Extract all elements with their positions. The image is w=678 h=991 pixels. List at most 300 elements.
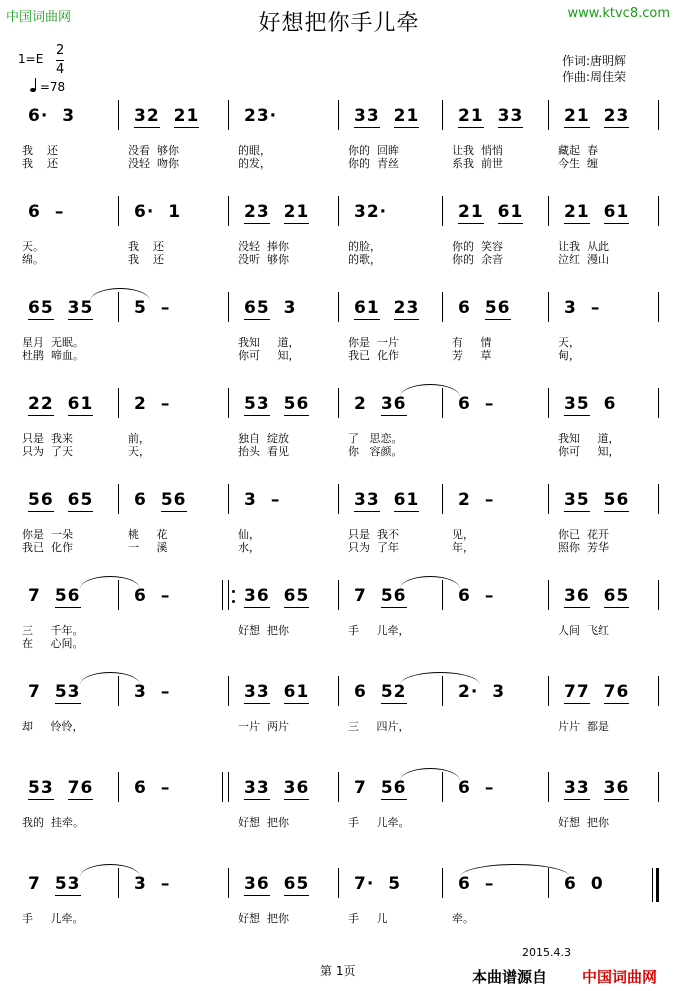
measure-notes bbox=[564, 490, 629, 510]
note-group: 6 bbox=[134, 490, 147, 510]
score-row bbox=[0, 292, 678, 388]
note-group: 6 bbox=[458, 874, 471, 894]
lyric-verse-1: 却 怜怜， bbox=[22, 720, 84, 733]
site-url-right[interactable]: www.ktvc8.com bbox=[567, 6, 670, 21]
lyric-verse-1: 我 还 bbox=[22, 144, 58, 157]
lyric-verse-1: 你的 回眸 bbox=[348, 144, 399, 157]
barline bbox=[228, 868, 229, 898]
lyric-verse-1: 的脸， bbox=[348, 240, 381, 253]
lyric-verse-1: 让我 从此 bbox=[558, 240, 609, 253]
measure-notes bbox=[134, 874, 170, 894]
measure-notes bbox=[354, 586, 407, 606]
note-group: 21 bbox=[283, 202, 310, 222]
note-group: 53 bbox=[28, 778, 54, 798]
measure-notes bbox=[564, 202, 629, 222]
lyric-verse-1: 天。 bbox=[22, 240, 44, 253]
lyric-verse-1: 手 儿 bbox=[348, 912, 388, 925]
note-group: 3 bbox=[244, 490, 257, 510]
lyric-verse-1: 没轻 捧你 bbox=[238, 240, 289, 253]
barline bbox=[548, 388, 549, 418]
measure-notes bbox=[28, 682, 81, 702]
lyric-verse-1: 好想 把你 bbox=[238, 624, 289, 637]
note-group: 2· bbox=[458, 682, 479, 702]
note-group: 23 bbox=[244, 202, 270, 222]
note-group: 6 bbox=[564, 874, 577, 894]
measure-notes bbox=[244, 490, 280, 510]
lyric-verse-1: 我 还 bbox=[128, 240, 164, 253]
lyric-verse-1: 你的 笑容 bbox=[452, 240, 503, 253]
barline bbox=[338, 868, 339, 898]
source-site[interactable]: 中国词曲网 bbox=[582, 968, 658, 986]
lyric-verse-1: 好想 把你 bbox=[558, 816, 609, 829]
note-group: 33 bbox=[354, 106, 380, 126]
note-group: 21 bbox=[458, 106, 484, 126]
lyric-verse-2: 的发， bbox=[238, 157, 271, 170]
measure-notes bbox=[354, 298, 419, 318]
note-group: 6 bbox=[134, 586, 147, 606]
lyric-verse-1: 三 千年。 bbox=[22, 624, 84, 637]
lyric-verse-2: 你可 知， bbox=[238, 349, 300, 362]
lyric-verse-1: 仙， bbox=[238, 528, 260, 541]
note-group: 56 bbox=[603, 490, 630, 510]
measure-notes bbox=[354, 874, 401, 894]
note-group: 3 bbox=[564, 298, 577, 318]
note-group: 7 bbox=[28, 682, 41, 702]
lyric-verse-1: 只是 我来 bbox=[22, 432, 73, 445]
note-group: 53 bbox=[54, 682, 81, 702]
note-group: 22 bbox=[28, 394, 54, 414]
note-group: 56 bbox=[484, 298, 511, 318]
note-group: 21 bbox=[393, 106, 420, 126]
lyric-verse-1: 我知 道， bbox=[238, 336, 300, 349]
barline bbox=[228, 580, 229, 610]
note-group: 36 bbox=[244, 874, 270, 894]
measure-notes bbox=[458, 682, 505, 702]
note-group: 3 bbox=[134, 682, 147, 702]
barline bbox=[338, 196, 339, 226]
note-group: – bbox=[484, 778, 495, 798]
barline bbox=[658, 772, 659, 802]
note-group: 52 bbox=[380, 682, 407, 702]
lyric-verse-2: 年， bbox=[452, 541, 474, 554]
measure-notes bbox=[458, 778, 494, 798]
lyric-verse-2: 今生 缠 bbox=[558, 157, 598, 170]
barline bbox=[442, 100, 443, 130]
final-barline-thin bbox=[652, 868, 653, 902]
measure-notes bbox=[564, 586, 629, 606]
note-group: – bbox=[590, 298, 601, 318]
barline bbox=[228, 772, 229, 802]
measure-notes bbox=[458, 874, 494, 894]
lyric-verse-2: 水， bbox=[238, 541, 260, 554]
page-number: 第 1页 bbox=[320, 964, 356, 978]
measure-notes bbox=[354, 778, 407, 798]
note-group: 61 bbox=[393, 490, 420, 510]
score-row bbox=[0, 484, 678, 580]
lyric-verse-2: 我 还 bbox=[22, 157, 58, 170]
measure-notes bbox=[134, 778, 170, 798]
barline bbox=[338, 772, 339, 802]
note-group: 33 bbox=[497, 106, 524, 126]
measure-notes bbox=[354, 394, 407, 414]
quarter-note-icon bbox=[30, 88, 36, 92]
lyric-verse-2: 只为 了天 bbox=[22, 445, 73, 458]
lyric-verse-2: 没轻 吻你 bbox=[128, 157, 179, 170]
lyric-verse-1: 你是 一片 bbox=[348, 336, 399, 349]
score-row bbox=[0, 100, 678, 196]
lyric-verse-1: 牵。 bbox=[452, 912, 474, 925]
measure-notes bbox=[134, 682, 170, 702]
measure-notes bbox=[134, 394, 170, 414]
lyric-verse-1: 独自 绽放 bbox=[238, 432, 289, 445]
note-group: 77 bbox=[564, 682, 590, 702]
note-group: 3 bbox=[283, 298, 297, 318]
lyric-verse-1: 有 情 bbox=[452, 336, 492, 349]
score-row bbox=[0, 388, 678, 484]
lyric-verse-1: 你已 花开 bbox=[558, 528, 609, 541]
note-group: – bbox=[160, 682, 171, 702]
barline bbox=[228, 676, 229, 706]
barline bbox=[338, 676, 339, 706]
barline bbox=[548, 676, 549, 706]
lyric-verse-1: 片片 都是 bbox=[558, 720, 609, 733]
barline bbox=[658, 292, 659, 322]
note-group: 65 bbox=[244, 298, 270, 318]
lyric-verse-2: 没听 够你 bbox=[238, 253, 289, 266]
barline bbox=[442, 868, 443, 898]
lyric-verse-1: 三 四片， bbox=[348, 720, 410, 733]
barline bbox=[548, 772, 549, 802]
measure-notes bbox=[458, 490, 494, 510]
note-group: 35 bbox=[67, 298, 94, 318]
barline bbox=[228, 292, 229, 322]
time-divider bbox=[56, 60, 64, 61]
barline bbox=[338, 292, 339, 322]
note-group: 65 bbox=[283, 874, 310, 894]
lyric-verse-2: 我已 化作 bbox=[348, 349, 399, 362]
barline bbox=[228, 388, 229, 418]
measure-notes bbox=[28, 490, 93, 510]
note-group: 23 bbox=[603, 106, 630, 126]
lyric-verse-2: 芳 草 bbox=[452, 349, 492, 362]
lyric-verse-1: 星月 无眠。 bbox=[22, 336, 84, 349]
lyric-verse-1: 没看 够你 bbox=[128, 144, 179, 157]
measure-notes bbox=[458, 298, 511, 318]
score-row bbox=[0, 868, 678, 964]
lyric-verse-2: 照你 芳华 bbox=[558, 541, 609, 554]
note-group: 36 bbox=[380, 394, 407, 414]
note-group: 7· bbox=[354, 874, 375, 894]
note-group: – bbox=[484, 394, 495, 414]
lyric-verse-1: 见， bbox=[452, 528, 474, 541]
measure-notes bbox=[244, 202, 309, 222]
measure-notes bbox=[564, 778, 629, 798]
note-group: 36 bbox=[564, 586, 590, 606]
barline bbox=[118, 388, 119, 418]
measure-notes bbox=[28, 586, 81, 606]
lyric-verse-2: 一 溪 bbox=[128, 541, 168, 554]
lyric-verse-1: 好想 把你 bbox=[238, 816, 289, 829]
measure-notes bbox=[458, 394, 494, 414]
measure-notes bbox=[354, 682, 407, 702]
measure-notes bbox=[134, 586, 170, 606]
lyric-verse-1: 天， bbox=[558, 336, 580, 349]
note-group: 5 bbox=[388, 874, 402, 894]
time-signature bbox=[56, 42, 64, 79]
barline bbox=[338, 580, 339, 610]
measure-notes bbox=[28, 778, 93, 798]
lyric-verse-2: 抬头 看见 bbox=[238, 445, 289, 458]
measure-notes bbox=[28, 106, 75, 126]
barline bbox=[338, 484, 339, 514]
note-group: – bbox=[484, 490, 495, 510]
note-group: 61 bbox=[354, 298, 380, 318]
measure-notes bbox=[458, 202, 523, 222]
lyric-verse-1: 藏起 春 bbox=[558, 144, 598, 157]
lyric-verse-2: 我已 化作 bbox=[22, 541, 73, 554]
measure-notes bbox=[28, 298, 93, 318]
barline bbox=[548, 196, 549, 226]
lyric-verse-2: 杜鹃 啼血。 bbox=[22, 349, 84, 362]
tempo-marking bbox=[30, 80, 65, 94]
source-label: 本曲谱源自 bbox=[472, 968, 548, 986]
lyric-verse-2: 的歌， bbox=[348, 253, 381, 266]
repeat-barline bbox=[222, 580, 223, 610]
note-group: 1 bbox=[168, 202, 182, 222]
barline bbox=[118, 100, 119, 130]
note-group: 6 bbox=[458, 778, 471, 798]
note-group: – bbox=[160, 778, 171, 798]
measure-notes bbox=[244, 682, 309, 702]
note-group: 35 bbox=[564, 394, 590, 414]
measure-notes bbox=[564, 394, 617, 414]
time-bottom: 4 bbox=[56, 62, 65, 77]
time-top: 2 bbox=[56, 43, 65, 58]
measure-notes bbox=[134, 106, 199, 126]
note-group: 61 bbox=[67, 394, 94, 414]
lyric-verse-1: 前， bbox=[128, 432, 150, 445]
note-group: 33 bbox=[354, 490, 380, 510]
lyric-verse-2: 天， bbox=[128, 445, 150, 458]
measure-notes bbox=[244, 778, 309, 798]
lyric-verse-2: 系我 前世 bbox=[452, 157, 503, 170]
measure-notes bbox=[564, 682, 629, 702]
note-group: – bbox=[54, 202, 65, 222]
lyric-verse-2: 在 心间。 bbox=[22, 637, 84, 650]
composer-credit: 作曲:周佳荣 bbox=[562, 70, 627, 84]
note-group: 3 bbox=[134, 874, 147, 894]
note-group: 23· bbox=[244, 106, 278, 126]
note-group: 6 bbox=[354, 682, 367, 702]
note-group: 65 bbox=[603, 586, 630, 606]
note-group: 23 bbox=[393, 298, 420, 318]
note-group: 3 bbox=[492, 682, 506, 702]
lyric-verse-2: 绵。 bbox=[22, 253, 44, 266]
barline bbox=[338, 100, 339, 130]
note-group: 35 bbox=[564, 490, 590, 510]
note-group: – bbox=[484, 874, 495, 894]
note-group: – bbox=[160, 394, 171, 414]
key-signature: 1=E bbox=[18, 52, 44, 66]
barline bbox=[228, 484, 229, 514]
measure-notes bbox=[354, 202, 387, 222]
measure-notes bbox=[244, 394, 309, 414]
note-group: 32 bbox=[134, 106, 160, 126]
tempo-value: =78 bbox=[39, 80, 66, 94]
note-group: 61 bbox=[603, 202, 630, 222]
note-group: 56 bbox=[54, 586, 81, 606]
barline bbox=[548, 292, 549, 322]
note-group: 21 bbox=[564, 202, 590, 222]
lyric-verse-1: 我知 道， bbox=[558, 432, 620, 445]
score-row bbox=[0, 196, 678, 292]
lyric-verse-1: 好想 把你 bbox=[238, 912, 289, 925]
note-group: 56 bbox=[380, 586, 407, 606]
lyric-verse-1: 手 儿牵， bbox=[348, 624, 410, 637]
lyric-verse-2: 泣红 漫山 bbox=[558, 253, 609, 266]
note-group: – bbox=[160, 874, 171, 894]
lyricist-credit: 作词:唐明辉 bbox=[562, 54, 627, 68]
measure-notes bbox=[134, 202, 181, 222]
note-group: 76 bbox=[603, 682, 630, 702]
section-barline bbox=[222, 772, 223, 802]
lyric-verse-2: 你 容颜。 bbox=[348, 445, 403, 458]
site-logo-left[interactable]: 中国词曲网 bbox=[6, 10, 72, 25]
barline bbox=[658, 484, 659, 514]
note-group: 7 bbox=[28, 874, 41, 894]
note-group: 0 bbox=[590, 874, 604, 894]
note-group: 76 bbox=[67, 778, 94, 798]
barline bbox=[118, 196, 119, 226]
barline bbox=[228, 100, 229, 130]
lyric-verse-1: 的眼， bbox=[238, 144, 271, 157]
note-group: 65 bbox=[28, 298, 54, 318]
measure-notes bbox=[564, 298, 600, 318]
note-group: 7 bbox=[354, 586, 367, 606]
lyric-verse-1: 你是 一朵 bbox=[22, 528, 73, 541]
barline bbox=[548, 100, 549, 130]
note-group: 56 bbox=[28, 490, 54, 510]
note-group: 36 bbox=[283, 778, 310, 798]
note-group: 6· bbox=[134, 202, 155, 222]
measure-notes bbox=[244, 874, 309, 894]
lyric-verse-1: 让我 悄悄 bbox=[452, 144, 503, 157]
note-group: 21 bbox=[564, 106, 590, 126]
score-row bbox=[0, 676, 678, 772]
lyric-verse-2: 甸， bbox=[558, 349, 580, 362]
barline bbox=[658, 100, 659, 130]
measure-notes bbox=[134, 490, 187, 510]
measure-notes bbox=[458, 586, 494, 606]
note-group: 7 bbox=[28, 586, 41, 606]
barline bbox=[118, 772, 119, 802]
note-group: 2 bbox=[458, 490, 471, 510]
measure-notes bbox=[28, 394, 93, 414]
lyric-verse-1: 只是 我不 bbox=[348, 528, 399, 541]
note-group: 3 bbox=[62, 106, 76, 126]
note-group: 2 bbox=[134, 394, 147, 414]
note-group: 5 bbox=[134, 298, 147, 318]
barline bbox=[338, 388, 339, 418]
measure-notes bbox=[28, 202, 64, 222]
note-group: 6 bbox=[603, 394, 617, 414]
note-group: 56 bbox=[380, 778, 407, 798]
lyric-verse-2: 我 还 bbox=[128, 253, 164, 266]
song-title: 好想把你手儿牵 bbox=[258, 11, 420, 36]
lyric-verse-2: 只为 了年 bbox=[348, 541, 399, 554]
barline bbox=[228, 196, 229, 226]
measure-notes bbox=[354, 490, 419, 510]
note-group: 53 bbox=[244, 394, 270, 414]
note-group: 6 bbox=[134, 778, 147, 798]
note-group: 36 bbox=[603, 778, 630, 798]
lyric-verse-1: 我的 挂牵。 bbox=[22, 816, 84, 829]
note-group: 7 bbox=[354, 778, 367, 798]
measure-notes bbox=[354, 106, 419, 126]
barline bbox=[442, 484, 443, 514]
score-row bbox=[0, 772, 678, 868]
measure-notes bbox=[134, 298, 170, 318]
barline bbox=[548, 580, 549, 610]
note-group: 6 bbox=[458, 394, 471, 414]
note-group: 33 bbox=[564, 778, 590, 798]
lyric-verse-2: 你的 余音 bbox=[452, 253, 503, 266]
barline bbox=[658, 580, 659, 610]
note-group: 21 bbox=[458, 202, 484, 222]
note-group: 65 bbox=[283, 586, 310, 606]
note-group: – bbox=[160, 586, 171, 606]
barline bbox=[658, 196, 659, 226]
date-stamp: 2015.4.3 bbox=[522, 946, 571, 959]
note-group: 33 bbox=[244, 682, 270, 702]
note-group: 6 bbox=[458, 298, 471, 318]
note-group: 56 bbox=[283, 394, 310, 414]
final-barline bbox=[656, 868, 659, 902]
measure-notes bbox=[244, 106, 277, 126]
note-group: 6· bbox=[28, 106, 49, 126]
lyric-verse-1: 一片 两片 bbox=[238, 720, 289, 733]
measure-notes bbox=[564, 106, 629, 126]
note-group: 32· bbox=[354, 202, 388, 222]
note-group: 36 bbox=[244, 586, 270, 606]
lyric-verse-1: 了 思恋。 bbox=[348, 432, 403, 445]
lyric-verse-1: 手 儿牵。 bbox=[348, 816, 410, 829]
lyric-verse-1: 人间 飞红 bbox=[558, 624, 609, 637]
note-group: 6 bbox=[458, 586, 471, 606]
barline bbox=[658, 676, 659, 706]
lyric-verse-1: 桃 花 bbox=[128, 528, 168, 541]
note-group: – bbox=[160, 298, 171, 318]
lyric-verse-1: 手 儿牵。 bbox=[22, 912, 84, 925]
note-group: 65 bbox=[67, 490, 94, 510]
measure-notes bbox=[564, 874, 604, 894]
lyric-verse-2: 你可 知， bbox=[558, 445, 620, 458]
note-group: 21 bbox=[173, 106, 200, 126]
note-group: – bbox=[484, 586, 495, 606]
lyric-verse-2: 你的 青丝 bbox=[348, 157, 399, 170]
measure-notes bbox=[244, 298, 297, 318]
barline bbox=[658, 388, 659, 418]
barline bbox=[442, 196, 443, 226]
note-group: 53 bbox=[54, 874, 81, 894]
note-group: 6 bbox=[28, 202, 41, 222]
note-group: 61 bbox=[283, 682, 310, 702]
score-row bbox=[0, 580, 678, 676]
note-group: 33 bbox=[244, 778, 270, 798]
note-group: 56 bbox=[160, 490, 187, 510]
repeat-dot bbox=[232, 590, 235, 593]
measure-notes bbox=[28, 874, 81, 894]
